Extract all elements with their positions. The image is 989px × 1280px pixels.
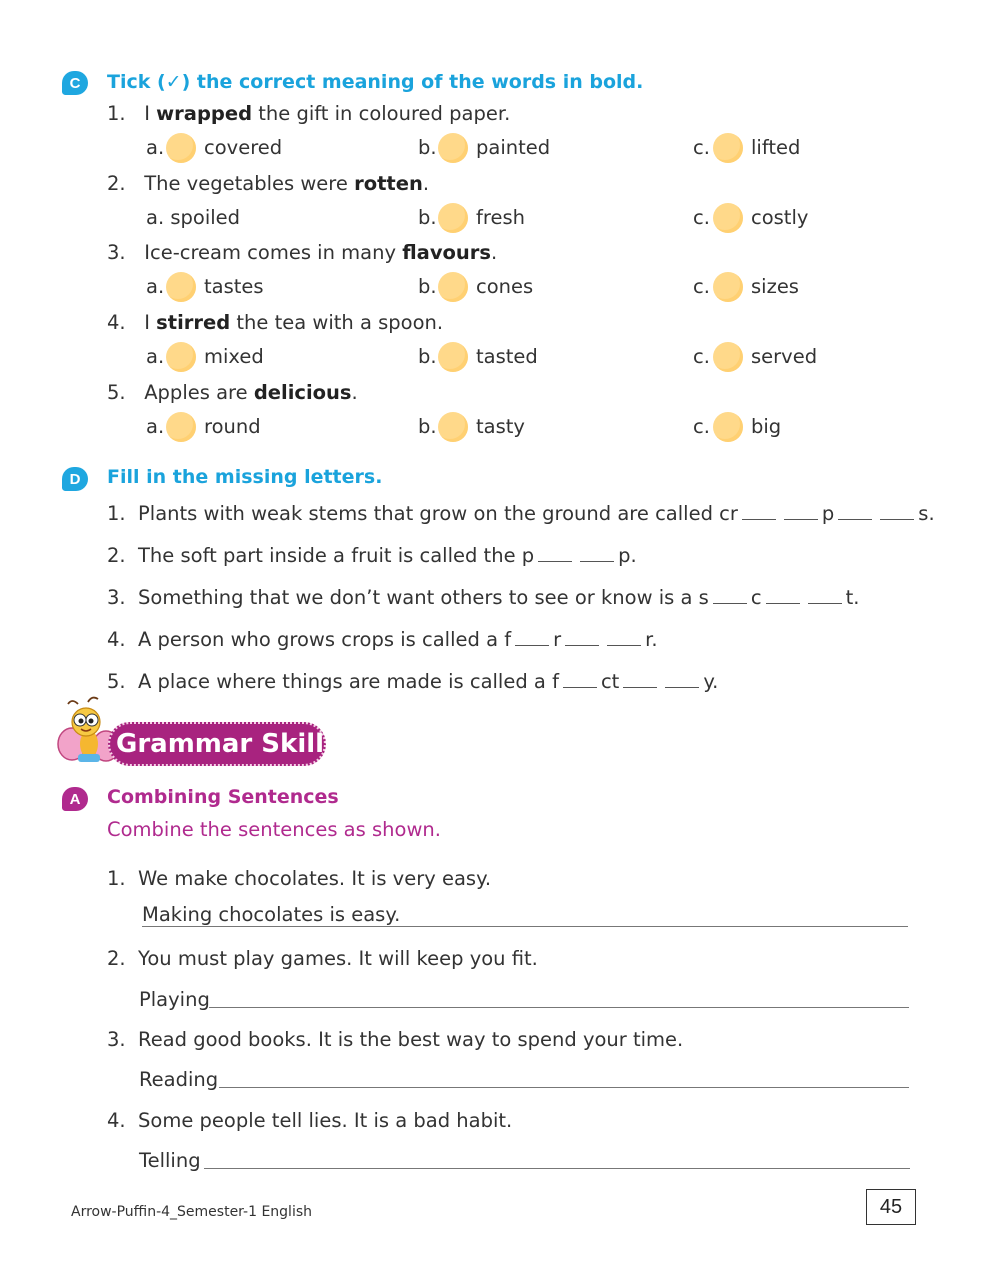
answer-bubble[interactable]	[438, 203, 468, 233]
section-a-badge: A	[62, 787, 88, 811]
combine-answer-3: Reading	[139, 1068, 219, 1091]
blank[interactable]	[623, 685, 657, 688]
footer-text: Arrow-Puffin-4_Semester-1 English	[71, 1204, 313, 1220]
blank[interactable]	[563, 685, 597, 688]
combine-item-3: 3. Read good books. It is the best way to spend your time.	[107, 1028, 684, 1051]
section-a-instruction: Combine the sentences as shown.	[107, 818, 441, 841]
answer-bubble[interactable]	[438, 272, 468, 302]
answer-bubble[interactable]	[166, 272, 196, 302]
answer-line-2[interactable]	[209, 1007, 909, 1008]
question-5: 5. Apples are delicious.	[107, 381, 358, 404]
fill-item-2: 2. The soft part inside a fruit is called the p p.	[107, 544, 637, 567]
question-2: 2. The vegetables were rotten.	[107, 172, 430, 195]
combine-item-2: 2. You must play games. It will keep you fit.	[107, 947, 538, 970]
answer-bubble[interactable]	[713, 412, 743, 442]
grammar-skills-title: Grammar Skills	[116, 729, 340, 759]
section-c-title: Tick (✓) the correct meaning of the words in bold.	[107, 71, 644, 93]
blank[interactable]	[665, 685, 699, 688]
fill-item-5: 5. A place where things are made is called a f ct y.	[107, 670, 719, 693]
blank[interactable]	[838, 517, 872, 520]
blank[interactable]	[515, 643, 549, 646]
blank[interactable]	[808, 601, 842, 604]
combine-answer-2: Playing	[139, 988, 210, 1011]
combine-answer-1: Making chocolates is easy.	[142, 903, 401, 926]
answer-bubble[interactable]	[438, 133, 468, 163]
options-row-3: a. tastes b. cones c. sizes	[146, 272, 846, 302]
blank[interactable]	[742, 517, 776, 520]
answer-line-1[interactable]	[142, 926, 908, 927]
answer-bubble[interactable]	[713, 342, 743, 372]
page-number: 45	[866, 1189, 916, 1225]
blank[interactable]	[784, 517, 818, 520]
blank[interactable]	[580, 559, 614, 562]
answer-bubble[interactable]	[713, 133, 743, 163]
answer-bubble[interactable]	[438, 342, 468, 372]
answer-line-3[interactable]	[219, 1087, 909, 1088]
combine-item-4: 4. Some people tell lies. It is a bad habit.	[107, 1109, 513, 1132]
options-row-1: a. covered b. painted c. lifted	[146, 133, 846, 163]
options-row-2: a. spoiled b. fresh c. costly	[146, 203, 846, 233]
section-d-title: Fill in the missing letters.	[107, 466, 383, 488]
blank[interactable]	[565, 643, 599, 646]
section-a-title: Combining Sentences	[107, 786, 339, 808]
options-row-5: a. round b. tasty c. big	[146, 412, 846, 442]
options-row-4: a. mixed b. tasted c. served	[146, 342, 846, 372]
combine-item-1: 1. We make chocolates. It is very easy.	[107, 867, 492, 890]
question-3: 3. Ice-cream comes in many flavours.	[107, 241, 498, 264]
answer-line-4[interactable]	[204, 1168, 910, 1169]
blank[interactable]	[713, 601, 747, 604]
fill-item-4: 4. A person who grows crops is called a f r r.	[107, 628, 658, 651]
question-4: 4. I stirred the tea with a spoon.	[107, 311, 444, 334]
blank[interactable]	[766, 601, 800, 604]
section-c-badge: C	[62, 71, 88, 95]
answer-bubble[interactable]	[713, 272, 743, 302]
blank[interactable]	[607, 643, 641, 646]
section-d-badge: D	[62, 467, 88, 491]
combine-answer-4: Telling	[139, 1149, 201, 1172]
blank[interactable]	[880, 517, 914, 520]
answer-bubble[interactable]	[166, 342, 196, 372]
fill-item-3: 3. Something that we don’t want others to see or know is a s c t.	[107, 586, 860, 609]
answer-bubble[interactable]	[166, 133, 196, 163]
answer-bubble[interactable]	[713, 203, 743, 233]
blank[interactable]	[538, 559, 572, 562]
answer-bubble[interactable]	[438, 412, 468, 442]
fill-item-1: 1. Plants with weak stems that grow on the ground are called cr p s.	[107, 502, 935, 525]
question-1: 1. I wrapped the gift in coloured paper.	[107, 102, 511, 125]
answer-bubble[interactable]	[166, 412, 196, 442]
